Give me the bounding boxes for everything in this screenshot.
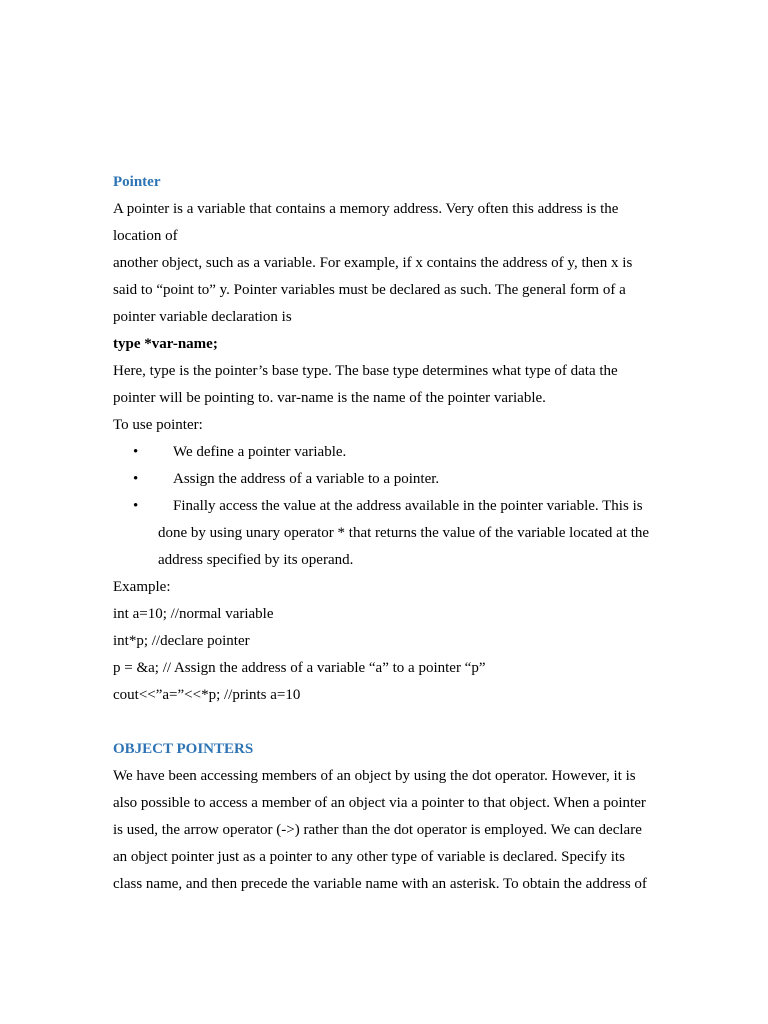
paragraph-line: A pointer is a variable that contains a memory address. Very often this address is the <box>113 201 619 217</box>
paragraph-line: also possible to access a member of an object via a pointer to that object. When a pointer <box>113 795 646 811</box>
paragraph-line: class name, and then precede the variable name with an asterisk. To obtain the address of <box>113 876 647 892</box>
paragraph-line: is used, the arrow operator (->) rather than the dot operator is employed. We can declare <box>113 822 642 838</box>
list-item <box>113 493 658 520</box>
paragraph-line: an object pointer just as a pointer to any other type of variable is declared. Specify its <box>113 849 625 865</box>
code-line: int a=10; //normal variable <box>113 606 274 622</box>
paragraph-line: Here, type is the pointer’s base type. The base type determines what type of data the <box>113 363 618 379</box>
bullet-icon: • <box>133 498 139 514</box>
spacer <box>113 709 658 736</box>
intro-paragraph <box>113 196 658 331</box>
list-item-text: Finally access the value at the address available in the pointer variable. This is <box>173 498 643 514</box>
list-item-text: Assign the address of a variable to a pointer. <box>173 471 440 487</box>
example-label: Example: <box>113 579 171 595</box>
paragraph-line: location of <box>113 228 178 244</box>
paragraph-line: another object, such as a variable. For example, if x contains the address of y, then x is <box>113 255 633 271</box>
paragraph-line: We have been accessing members of an object by using the dot operator. However, it is <box>113 768 636 784</box>
code-line: cout<<”a=”<<*p; //prints a=10 <box>113 687 301 703</box>
object-pointers-paragraph <box>113 763 658 898</box>
paragraph-line: said to “point to” y. Pointer variables must be declared as such. The general form of a <box>113 282 626 298</box>
bullet-icon: • <box>133 471 139 487</box>
list-item <box>113 439 658 466</box>
section-heading-pointer: Pointer <box>113 174 161 190</box>
code-line: p = &a; // Assign the address of a variable “a” to a pointer “p” <box>113 660 486 676</box>
bullet-list <box>113 439 658 574</box>
list-item-continuation: done by using unary operator * that returns the value of the variable located at the <box>158 525 650 541</box>
declaration-syntax: type *var-name; <box>113 336 218 352</box>
use-intro-text: To use pointer: <box>113 417 203 433</box>
code-line: int*p; //declare pointer <box>113 633 250 649</box>
document-page <box>113 169 658 898</box>
explanation-paragraph <box>113 358 658 412</box>
list-item <box>113 466 658 493</box>
paragraph-line: pointer variable declaration is <box>113 309 292 325</box>
paragraph-line: pointer will be pointing to. var-name is the name of the pointer variable. <box>113 390 546 406</box>
code-example <box>113 601 658 709</box>
bullet-icon: • <box>133 444 139 460</box>
section-heading-object-pointers: OBJECT POINTERS <box>113 741 254 757</box>
list-item-continuation: address specified by its operand. <box>158 552 354 568</box>
list-item-text: We define a pointer variable. <box>173 444 347 460</box>
